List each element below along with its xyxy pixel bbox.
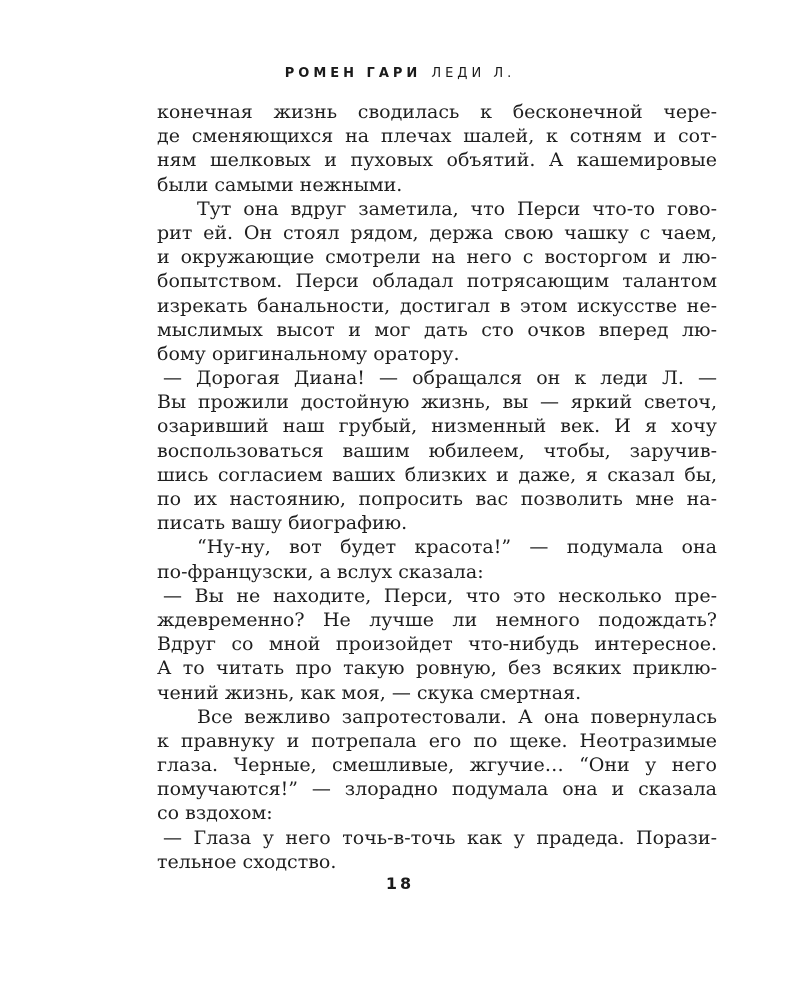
text-line: ждевременно? Не лучше ли немного подождать? [157,608,717,631]
text-line: бому оригинальному оратору. [157,342,460,365]
text-line: рит ей. Он стоял рядом, держа свою чашку с чаем, [157,221,717,244]
text-line: озаривший наш грубый, низменный век. И я хочу [157,415,717,438]
text-line: — Вы не находите, Перси, что это несколько пре- [163,584,717,607]
text-line: шись согласием ваших близких и даже, я сказал бы, [157,463,717,486]
text-line: “Ну-ну, вот будет красота!” — подумала она [197,536,717,559]
text-line: со вздохом: [157,802,273,825]
text-line: ням шелковых и пуховых объятий. А кашемировые [157,149,717,172]
running-head [0,66,800,81]
page-number: 18 [385,874,415,893]
text-line: конечная жизнь сводилась к бесконечной чере- [157,101,717,123]
text-line: мыслимых высот и мог дать сто очков вперед лю- [157,318,717,341]
running-head-title: ЛЕДИ Л. [431,66,516,81]
text-line: — Дорогая Диана! — обращался он к леди Л. — [163,367,717,390]
text-line: воспользоваться вашим юбилеем, чтобы, заручив- [157,439,717,462]
text-line: были самыми нежными. [157,173,403,196]
text-line: де сменяющихся на плечах шалей, к сотням и сот- [157,125,717,148]
text-line: писать вашу биографию. [157,512,408,535]
text-line: бопытством. Перси обладал потрясающим талантом [157,270,717,293]
text-line: — Глаза у него точь-в-точь как у прадеда. Порази- [163,826,717,849]
text-line: Тут она вдруг заметила, что Перси что-то гово- [197,197,717,220]
text-line: Вы прожили достойную жизнь, вы — яркий светоч, [157,391,717,414]
text-line: глаза. Черные, смешливые, жгучие… “Они у него [157,754,717,777]
running-head-author: РОМЕН ГАРИ [284,66,422,81]
text-line: и окружающие смотрели на него с восторгом и лю- [157,246,717,269]
text-line: по их настоянию, попросить вас позволить мне на- [157,488,717,510]
body-text [157,100,717,874]
text-line: А то читать про такую ровную, без всяких приклю- [157,657,717,680]
text-line: Все вежливо запротестовали. А она повернулась [197,705,717,728]
text-line: Вдруг со мной произойдет что-нибудь интересное. [157,633,717,656]
text-line: помучаются!” — злорадно подумала она и сказала [157,778,717,801]
text-line: чений жизнь, как моя, — скука смертная. [157,681,582,704]
text-line: изрекать банальности, достигал в этом искусстве не- [157,294,717,317]
text-line: тельное сходство. [157,850,337,873]
text-line: к правнуку и потрепала его по щеке. Неотразимые [157,729,717,752]
text-line: по-французски, а вслух сказала: [157,560,484,583]
